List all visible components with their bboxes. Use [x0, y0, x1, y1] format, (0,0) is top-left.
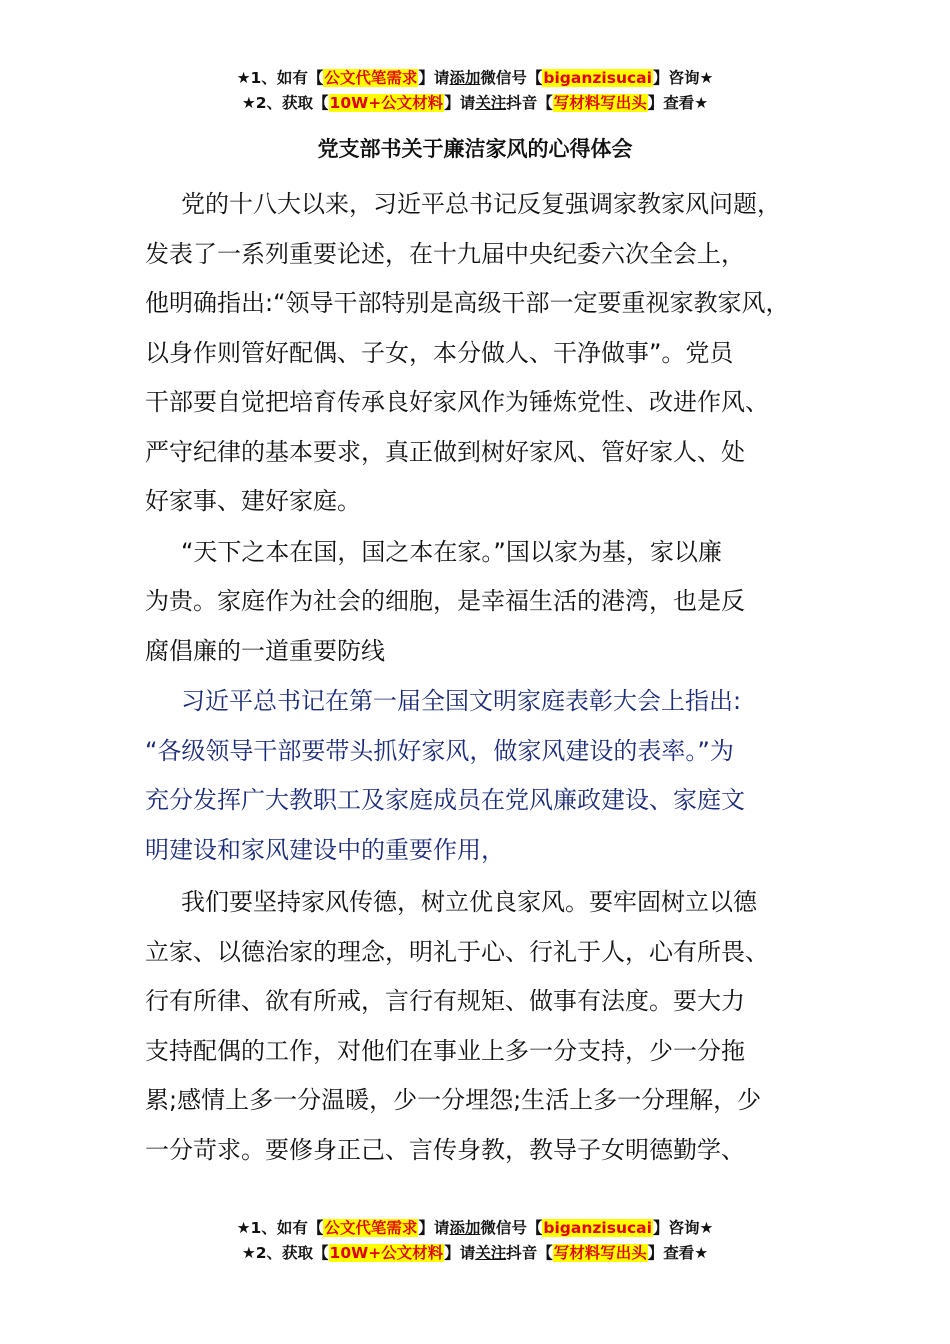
promo-underlined: 关注: [475, 1244, 507, 1262]
promo-text: 】查看★: [647, 1244, 709, 1262]
text-line: 我们要坚持家风传德，树立优良家风。要牢固树立以德: [181, 888, 757, 916]
document-body: [145, 180, 835, 1176]
promo-text: 微信号【: [480, 69, 543, 87]
text-line: 他明确指出:“领导干部特别是高级干部一定要重视家教家风，: [145, 289, 790, 317]
promo-text: 微信号【: [480, 1219, 543, 1237]
promo-line-1: [0, 66, 950, 91]
text-line: “各级领导干部要带头抓好家风，做家风建设的表率。”为: [145, 736, 734, 765]
promo-highlight: 10W+公文材料: [329, 1244, 444, 1262]
promo-text: 】请: [418, 1219, 450, 1237]
promo-text: 】查看★: [647, 94, 709, 112]
promo-highlight: 公文代笔需求: [324, 1219, 418, 1237]
promo-text: 】咨询★: [652, 69, 714, 87]
text-line: 习近平总书记在第一届全国文明家庭表彰大会上指出:: [181, 687, 742, 715]
promo-text: 抖音【: [506, 94, 553, 112]
promo-text: ★2、获取【: [241, 94, 329, 112]
paragraph: [145, 180, 835, 527]
promo-line-2: [0, 1241, 950, 1266]
promo-text: 】请: [444, 1244, 476, 1262]
text-line: 一分苛求。要修身正己、言传身教，教导子女明德勤学、: [145, 1135, 745, 1164]
promo-text: 】请: [418, 69, 450, 87]
promo-text: ★1、如有【: [236, 69, 324, 87]
text-line: 发表了一系列重要论述，在十九届中央纪委六次全会上，: [145, 239, 745, 268]
text-line: 行有所律、欲有所戒，言行有规矩、做事有法度。要大力: [145, 987, 745, 1015]
promo-highlight: 10W+公文材料: [329, 94, 444, 112]
promo-line-1: [0, 1216, 950, 1241]
promo-underlined: 添加: [449, 69, 481, 87]
document-title: 党支部书关于廉洁家风的心得体会: [317, 137, 633, 161]
text-line: 明建设和家风建设中的重要作用，: [145, 835, 505, 864]
text-line: 党的十八大以来，习近平总书记反复强调家教家风问题，: [181, 190, 781, 218]
text-line: “天下之本在国，国之本在家。”国以家为基，家以廉: [181, 537, 722, 566]
text-line: 支持配偶的工作，对他们在事业上多一分支持，少一分拖: [145, 1036, 745, 1065]
paragraph: [145, 677, 835, 875]
douyin-id-highlight: 写材料写出头: [553, 94, 647, 112]
promo-text: ★1、如有【: [236, 1219, 324, 1237]
text-line: 腐倡廉的一道重要防线: [145, 636, 385, 665]
paragraph: [145, 878, 835, 1175]
douyin-id-highlight: 写材料写出头: [553, 1244, 647, 1262]
text-line: 充分发挥广大教职工及家庭成员在党风廉政建设、家庭文: [145, 786, 745, 814]
promo-underlined: 关注: [475, 94, 507, 112]
wechat-id-highlight: biganzisucai: [543, 69, 652, 87]
promo-text: 】请: [444, 94, 476, 112]
promo-text: 】咨询★: [652, 1219, 714, 1237]
text-line: 好家事、建好家庭。: [145, 487, 361, 515]
text-line: 严守纪律的基本要求，真正做到树好家风、管好家人、处: [145, 437, 745, 466]
paragraph: [145, 528, 835, 677]
wechat-id-highlight: biganzisucai: [543, 1219, 652, 1237]
text-line: 立家、以德治家的理念，明礼于心、行礼于人，心有所畏、: [145, 937, 769, 966]
promo-line-2: [0, 91, 950, 116]
footer-promo-banner: [0, 1216, 950, 1266]
promo-underlined: 添加: [449, 1219, 481, 1237]
header-promo-banner: [0, 66, 950, 116]
promo-highlight: 公文代笔需求: [324, 69, 418, 87]
promo-text: ★2、获取【: [241, 1244, 329, 1262]
text-line: 干部要自觉把培育传承良好家风作为锤炼党性、改进作风、: [145, 388, 769, 416]
text-line: 以身作则管好配偶、子女，本分做人、干净做事”。党员: [145, 338, 734, 367]
text-line: 为贵。家庭作为社会的细胞，是幸福生活的港湾，也是反: [145, 587, 745, 615]
promo-text: 抖音【: [506, 1244, 553, 1262]
text-line: 累;感情上多一分温暖，少一分埋怨;生活上多一分理解，少: [145, 1086, 762, 1114]
